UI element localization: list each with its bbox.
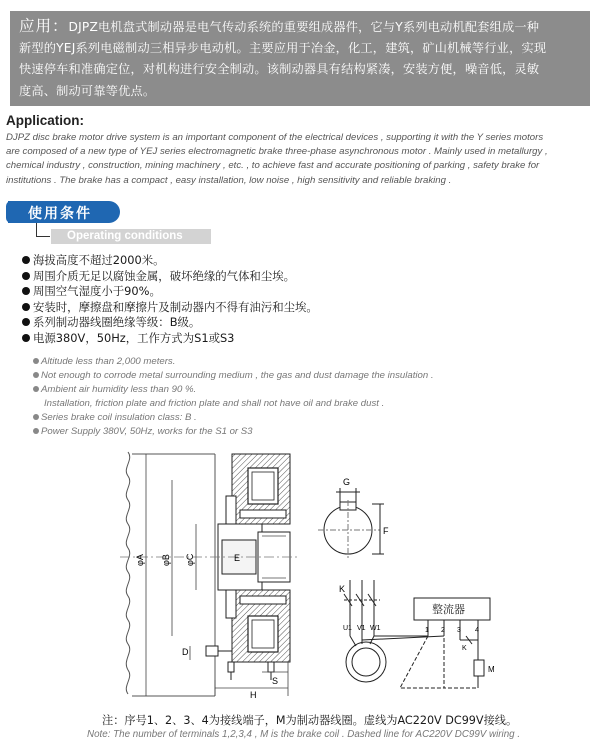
- condition-en-item: Ambient air humidity less than 90 %.: [33, 383, 434, 397]
- note-en: Note: The number of terminals 1,2,3,4 , M is the brake coil . Dashed line for AC220V DC99V wiring .: [87, 729, 521, 740]
- terminal-2: 2: [441, 627, 445, 634]
- dim-e: E: [234, 553, 241, 563]
- application-cn-line4: 度高、制动可靠等优点。: [19, 83, 156, 98]
- condition-en-item: Not enough to corrode metal surrounding medium , the gas and dust damage the insulation .: [33, 369, 434, 383]
- dim-d: D: [182, 647, 189, 657]
- technical-drawing: [0, 440, 600, 720]
- bullet-icon: [33, 358, 39, 364]
- application-en-line3: chemical industry , construction, mining machinery , etc. , to achieve fast and accurate positioning of parking , safety brake for: [6, 160, 540, 172]
- condition-en-item: Power Supply 380V, 50Hz, works for the S1 or S3: [33, 425, 434, 439]
- application-en-line2: are composed of a new type of YEJ series electromagnetic brake three-phase asynchronous motor . Mainly used in metallurgy ,: [6, 146, 548, 158]
- terminal-1: 1: [425, 627, 429, 634]
- bullet-icon: [22, 318, 30, 326]
- conditions-en-list: [33, 355, 434, 439]
- application-en-title: Application:: [6, 113, 84, 128]
- terminal-3: 3: [457, 627, 461, 634]
- brake-body-lower: [226, 590, 290, 662]
- rectifier-label: 整流器: [432, 603, 465, 616]
- conditions-title-pill: 使用条件: [8, 201, 120, 223]
- bullet-icon: [33, 428, 39, 434]
- application-cn-line3: 快速停车和准确定位，对机构进行安全制动。该制动器具有结构紧凑，安装方便，噪音低，灵敏: [19, 62, 540, 77]
- label-k2: K: [462, 645, 467, 652]
- dim-f: F: [383, 526, 389, 536]
- dim-g: G: [343, 477, 351, 487]
- label-w1: W1: [370, 625, 381, 632]
- bullet-icon: [22, 272, 30, 280]
- condition-cn-item: 安装时，摩擦盘和摩擦片及制动器内不得有油污和尘埃。: [22, 300, 318, 316]
- bullet-icon: [33, 414, 39, 420]
- dim-h: H: [250, 690, 257, 700]
- label-k: K: [339, 584, 346, 594]
- keyway-section: [318, 488, 384, 560]
- application-en-body: [6, 131, 598, 188]
- condition-en-item: Altitude less than 2,000 meters.: [33, 355, 434, 369]
- conditions-cn-list: [22, 253, 318, 347]
- brake-body-upper: [226, 454, 290, 524]
- dim-phi-b: φB: [161, 554, 171, 566]
- bullet-icon: [33, 386, 39, 392]
- application-cn-label: 应用：: [19, 17, 69, 35]
- condition-cn-item: 海拔高度不超过2000米。: [22, 253, 318, 269]
- application-cn-text1: DJPZ电机盘式制动器是电气传动系统的重要组成器件，它与Y系列电动机配套组成一种: [68, 20, 540, 34]
- condition-en-item: Installation, friction plate and friction plate and shall not have oil and brake dust .: [44, 398, 385, 409]
- note-cn: 注：序号1、2、3、4为接线端子，M为制动器线圈。虚线为AC220V DC99V接线。: [102, 714, 518, 727]
- wiring-diagram: [344, 580, 490, 688]
- dim-s: S: [272, 676, 279, 686]
- bullet-icon: [22, 287, 30, 295]
- bullet-icon: [22, 256, 30, 264]
- terminal-4: 4: [475, 627, 479, 634]
- dim-phi-a: φA: [135, 554, 145, 566]
- condition-cn-item: 周围介质无足以腐蚀金属，破坏绝缘的气体和尘埃。: [22, 269, 318, 285]
- label-v1: V1: [357, 625, 366, 632]
- motor-housing: [126, 452, 215, 696]
- bullet-icon: [33, 372, 39, 378]
- label-m: M: [488, 665, 495, 674]
- application-cn-line2: 新型的YEJ系列电磁制动三相异步电动机。主要应用于冶金，化工，建筑，矿山机械等行业，实现: [19, 41, 547, 56]
- application-en-line4: institutions . The brake has a compact , easy installation, low noise , high sensitivity and reliable braking .: [6, 174, 452, 186]
- application-cn-line1: [19, 16, 582, 38]
- application-en-line1: DJPZ disc brake motor drive system is an important component of the electrical devices , supporting it with the Y series motors: [6, 132, 544, 143]
- conditions-bracket: [36, 223, 50, 237]
- application-cn-box: [10, 11, 590, 106]
- bullet-icon: [22, 303, 30, 311]
- condition-en-item: Series brake coil insulation class: B .: [33, 411, 434, 425]
- condition-cn-item: 周围空气湿度小于90%。: [22, 284, 318, 300]
- conditions-title-en: Operating conditions: [51, 229, 211, 244]
- condition-cn-item: 系列制动器线圈绝缘等级：B级。: [22, 315, 318, 331]
- label-u1: U1: [343, 625, 352, 632]
- bullet-icon: [22, 334, 30, 342]
- dim-phi-c: φC: [185, 553, 195, 566]
- condition-cn-item: 电源380V，50Hz，工作方式为S1或S3: [22, 331, 318, 347]
